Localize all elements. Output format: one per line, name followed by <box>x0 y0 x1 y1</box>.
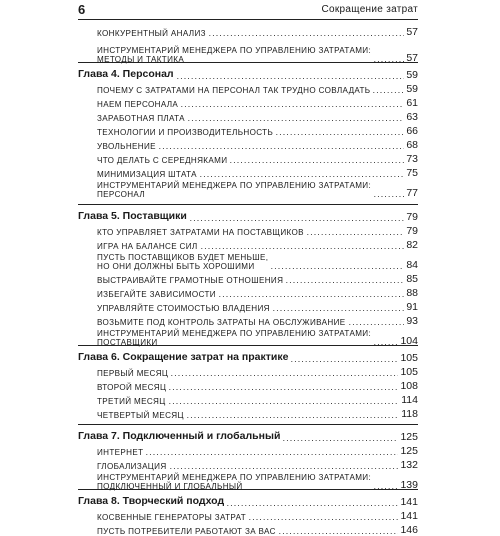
toc-page-number: 108 <box>400 380 418 392</box>
toc-page-number: 61 <box>406 97 418 109</box>
toc-page-number: 85 <box>406 273 418 285</box>
toc-title: ЧТО ДЕЛАТЬ С СЕРЕДНЯКАМИ <box>97 156 228 165</box>
toc-title: ИНСТРУМЕНТАРИЙ МЕНЕДЖЕРА ПО УПРАВЛЕНИЮ ЗАТРАТАМИ: ПОСТАВЩИКИ <box>97 329 372 347</box>
toc-chapter <box>78 351 418 364</box>
toc-page-number: 77 <box>406 187 418 199</box>
toc-section <box>78 366 418 378</box>
toc-title: ПОЧЕМУ С ЗАТРАТАМИ НА ПЕРСОНАЛ ТАК ТРУДНО СОВЛАДАТЬ <box>97 86 371 95</box>
toc-section <box>78 225 418 237</box>
toc-title: Глава 5. Поставщики <box>78 210 187 222</box>
toc-title: КОСВЕННЫЕ ГЕНЕРАТОРЫ ЗАТРАТ <box>97 513 247 522</box>
toc-title: Глава 7. Подключенный и глобальный <box>78 430 281 442</box>
toc-title: ИЗБЕГАЙТЕ ЗАВИСИМОСТИ <box>97 290 216 299</box>
chapter-rule <box>78 62 418 63</box>
toc-page-number: 114 <box>401 394 418 406</box>
toc-section <box>78 315 418 327</box>
toc-page-number: 82 <box>406 239 418 251</box>
dot-leader <box>373 190 404 198</box>
toc-page-number: 118 <box>401 408 418 420</box>
toc-title: ТЕХНОЛОГИИ И ПРОИЗВОДИТЕЛЬНОСТЬ <box>97 128 274 137</box>
dot-leader <box>176 72 405 80</box>
toc-page-number: 125 <box>400 431 418 443</box>
dot-leader <box>348 318 405 326</box>
dot-leader <box>229 156 404 164</box>
running-title: Сокращение затрат <box>321 4 418 15</box>
dot-leader <box>199 170 404 178</box>
header-rule <box>78 19 418 20</box>
chapter-rule <box>78 424 418 425</box>
toc-chapter <box>78 210 418 223</box>
toc-title: ИНСТРУМЕНТАРИЙ МЕНЕДЖЕРА ПО УПРАВЛЕНИЮ ЗАТРАТАМИ: ПОДКЛЮЧЕННЫЙ И ГЛОБАЛЬНЫЙ <box>97 473 372 491</box>
toc-section <box>78 380 418 392</box>
toc-chapter <box>78 495 418 508</box>
toc-chapter <box>78 430 418 443</box>
dot-leader <box>306 228 404 236</box>
toc-section <box>78 111 418 123</box>
dot-leader <box>170 369 398 377</box>
toc-section <box>78 181 418 199</box>
dot-leader <box>168 397 400 405</box>
toc-section <box>78 273 418 285</box>
toc-title: ГЛОБАЛИЗАЦИЯ <box>97 462 167 471</box>
toc-title: ВТОРОЙ МЕСЯЦ <box>97 383 167 392</box>
chapter-rule <box>78 204 418 205</box>
dot-leader <box>169 462 399 470</box>
toc-title: ЧЕТВЕРТЫЙ МЕСЯЦ <box>97 411 184 420</box>
toc-section <box>78 139 418 151</box>
chapter-rule <box>78 345 418 346</box>
dot-leader <box>290 355 398 363</box>
toc-title: ЗАРАБОТНАЯ ПЛАТА <box>97 114 185 123</box>
toc-title: УВОЛЬНЕНИЕ <box>97 142 156 151</box>
toc-section <box>78 287 418 299</box>
dot-leader <box>226 499 398 507</box>
toc-section <box>78 83 418 95</box>
toc-page-number: 79 <box>406 211 418 223</box>
dot-leader <box>272 304 404 312</box>
dot-leader <box>372 86 404 94</box>
toc-title: УПРАВЛЯЙТЕ СТОИМОСТЬЮ ВЛАДЕНИЯ <box>97 304 270 313</box>
toc-title: ИНТЕРНЕТ <box>97 448 144 457</box>
dot-leader <box>200 242 405 250</box>
dot-leader <box>270 262 404 270</box>
toc-title: НАЕМ ПЕРСОНАЛА <box>97 100 179 109</box>
toc-page-number: 146 <box>400 524 418 536</box>
toc-page-number: 84 <box>406 259 418 271</box>
toc-page-number: 88 <box>406 287 418 299</box>
toc-page-number: 66 <box>406 125 418 137</box>
toc-page-number: 93 <box>406 315 418 327</box>
dot-leader <box>168 383 398 391</box>
toc-page-number: 125 <box>400 445 418 457</box>
toc-section <box>78 253 418 271</box>
toc-page-number: 141 <box>400 496 418 508</box>
toc-page-number: 79 <box>406 225 418 237</box>
dot-leader <box>248 513 398 521</box>
toc-section <box>78 26 418 38</box>
toc-section <box>78 510 418 522</box>
dot-leader <box>158 142 404 150</box>
toc-section <box>78 97 418 109</box>
toc-page-number: 59 <box>406 69 418 81</box>
toc-page-number: 59 <box>406 83 418 95</box>
toc-title: МИНИМИЗАЦИЯ ШТАТА <box>97 170 197 179</box>
toc-page-number: 105 <box>400 366 418 378</box>
toc-title: ИНСТРУМЕНТАРИЙ МЕНЕДЖЕРА ПО УПРАВЛЕНИЮ ЗАТРАТАМИ: МЕТОДЫ И ТАКТИКА <box>97 46 372 64</box>
dot-leader <box>275 128 404 136</box>
toc-title: Глава 8. Творческий подход <box>78 495 225 507</box>
toc-section <box>78 239 418 251</box>
page-number: 6 <box>78 2 86 17</box>
toc-title: ПУСТЬ ПОТРЕБИТЕЛИ РАБОТАЮТ ЗА ВАС <box>97 527 276 536</box>
toc-title: ВЫСТРАИВАЙТЕ ГРАМОТНЫЕ ОТНОШЕНИЯ <box>97 276 284 285</box>
toc-section <box>78 445 418 457</box>
toc-title: ПЕРВЫЙ МЕСЯЦ <box>97 369 169 378</box>
toc-section <box>78 153 418 165</box>
toc-title: КОНКУРЕНТНЫЙ АНАЛИЗ <box>97 29 206 38</box>
toc-section <box>78 167 418 179</box>
dot-leader <box>186 411 399 419</box>
toc-page-number: 141 <box>400 510 418 522</box>
toc-title: КТО УПРАВЛЯЕТ ЗАТРАТАМИ НА ПОСТАВЩИКОВ <box>97 228 304 237</box>
toc-title: ИГРА НА БАЛАНСЕ СИЛ <box>97 242 198 251</box>
dot-leader <box>218 290 404 298</box>
toc-page-number: 63 <box>406 111 418 123</box>
page-header <box>78 3 418 19</box>
toc-section <box>78 408 418 420</box>
toc-page-number: 57 <box>406 52 418 64</box>
toc-title: Глава 4. Персонал <box>78 68 174 80</box>
dot-leader <box>278 527 399 535</box>
toc-title: ИНСТРУМЕНТАРИЙ МЕНЕДЖЕРА ПО УПРАВЛЕНИЮ ЗАТРАТАМИ: ПЕРСОНАЛ <box>97 181 372 199</box>
toc-page-number: 57 <box>406 26 418 38</box>
toc-section <box>78 459 418 471</box>
dot-leader <box>189 214 405 222</box>
toc-title: ПУСТЬ ПОСТАВЩИКОВ БУДЕТ МЕНЬШЕ, НО ОНИ ДОЛЖНЫ БЫТЬ ХОРОШИМИ <box>97 253 269 271</box>
toc-page-number: 91 <box>406 301 418 313</box>
dot-leader <box>208 29 404 37</box>
toc-page-number: 132 <box>400 459 418 471</box>
chapter-rule <box>78 489 418 490</box>
toc-section <box>78 524 418 536</box>
toc-page-number: 139 <box>400 479 418 491</box>
toc-section <box>78 394 418 406</box>
toc-title: ВОЗЬМИТЕ ПОД КОНТРОЛЬ ЗАТРАТЫ НА ОБСЛУЖИВАНИЕ <box>97 318 346 327</box>
toc-title: Глава 6. Сокращение затрат на практике <box>78 351 289 363</box>
toc-page-number: 68 <box>406 139 418 151</box>
dot-leader <box>187 114 404 122</box>
toc-page-number: 75 <box>406 167 418 179</box>
toc-page-number: 104 <box>400 335 418 347</box>
toc-page-number: 73 <box>406 153 418 165</box>
dot-leader <box>180 100 404 108</box>
toc-section <box>78 125 418 137</box>
dot-leader <box>285 276 404 284</box>
toc-chapter <box>78 68 418 81</box>
dot-leader <box>145 448 398 456</box>
toc-page-number: 105 <box>400 352 418 364</box>
toc-section <box>78 301 418 313</box>
dot-leader <box>282 434 398 442</box>
toc-title: ТРЕТИЙ МЕСЯЦ <box>97 397 166 406</box>
